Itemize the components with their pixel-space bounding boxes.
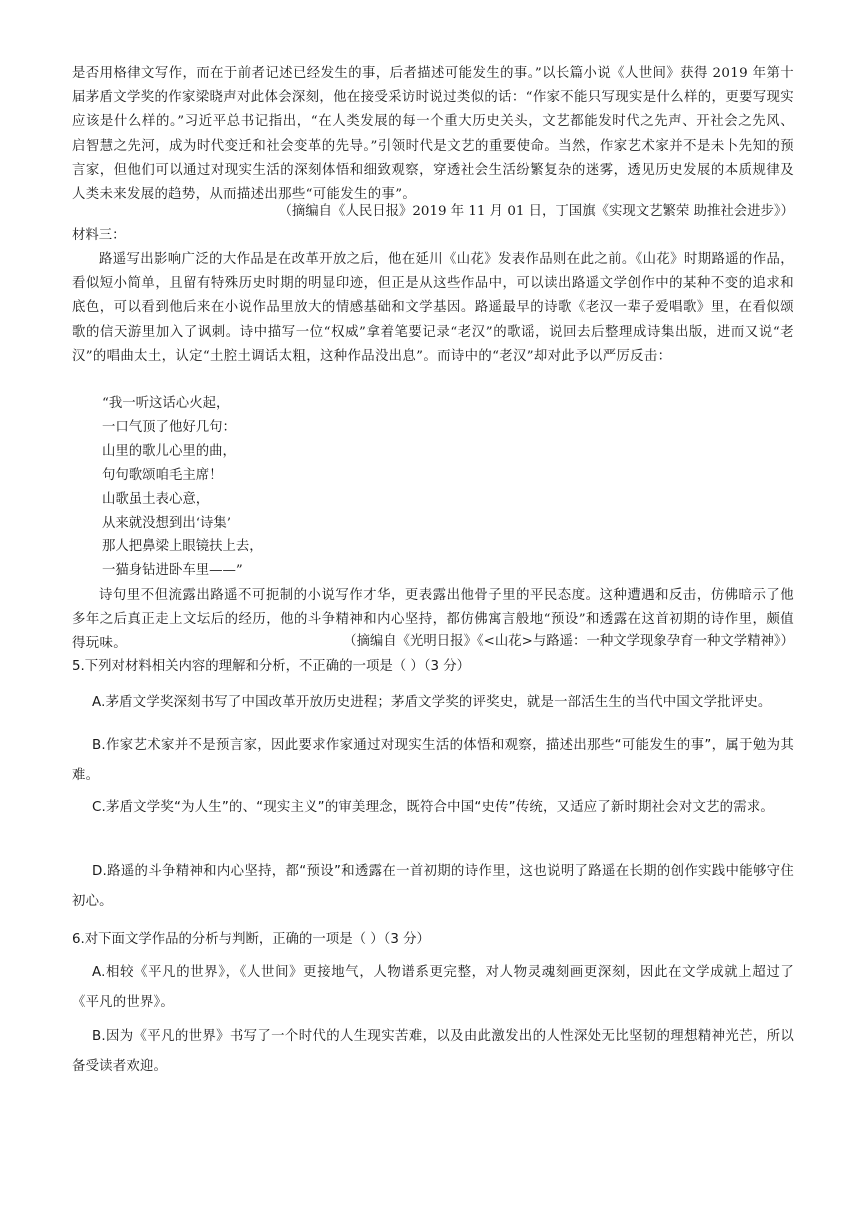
question-6-stem: 6.对下面文学作品的分析与判断，正确的一项是（ ）（3 分）: [72, 932, 430, 947]
poem-line: 一口气顶了他好几句：: [102, 419, 236, 435]
poem-line: 句句歌颂咱毛主席！: [102, 467, 223, 483]
question-6-option-a: A.相较《平凡的世界》，《人世间》更接地气，人物谱系更完整，对人物灵魂刻画更深刻，因此在文学成就上超过了《平凡的世界》。: [72, 965, 794, 1010]
material3-paragraph-1: 路遥写出影响广泛的大作品是在改革开放之后，他在延川《山花》发表作品则在此之前。《山花》时期路遥的作品，看似短小简单，且留有特殊历史时期的明显印迹，但正是从这些作品中，可以读出路遥文学创作中的某种不变的追求和底色，可以看到他后来在小说作品里放大的情感基础和文学基因。路遥最早的诗歌《老汉一辈子爱唱歌》里，在看似颂歌的信天游里加入了讽刺。诗中描写一位“权威”拿着笔要记录“老汉”的歌谣，说回去后整理成诗集出版，进而又说“老汉”的唱曲太土，认定“土腔土调话太粗，这种作品没出息”。而诗中的“老汉”却对此予以严厉反击：: [72, 252, 794, 364]
material3-source: （摘编自《光明日报》《<山花>与路遥：一种文学现象孕育一种文学精神》）: [343, 634, 794, 649]
material2-paragraph: 是否用格律文写作，而在于前者记述已经发生的事，后者描述可能发生的事。”以长篇小说《人世间》获得 2019 年第十届茅盾文学奖的作家梁晓声对此体会深刻，他在接受采访时说过类似的话：“作家不能只写现实是什么样的，更要写现实应该是什么样的。”习近平总书记指出，“在人类发展的每一个重大历史关头，文艺都能发时代之先声、开社会之先风、启智慧之先河，成为时代变迁和社会变革的先导。”引领时代是文艺的重要使命。当然，作家艺术家并不是未卜先知的预言家，但他们可以通过对现实生活的深刻体悟和细致观察，穿透社会生活纷繁复杂的迷雾，透见历史发展的本质规律及人类未来发展的趋势，从而描述出那些“可能发生的事”。: [72, 66, 794, 203]
question-5-stem: 5.下列对材料相关内容的理解和分析，不正确的一项是（ ）（3 分）: [72, 659, 471, 674]
question-5-option-c: C.茅盾文学奖“为人生”的、“现实主义”的审美理念，既符合中国“史传”传统，又适应了新时期社会对文艺的需求。: [92, 800, 774, 815]
question-6-option-b: B.因为《平凡的世界》书写了一个时代的人生现实苦难，以及由此激发出的人性深处无比坚韧的理想精神光芒，所以备受读者欢迎。: [72, 1029, 794, 1074]
question-5-option-a: A.茅盾文学奖深刻书写了中国改革开放历史进程；茅盾文学奖的评奖史，就是一部活生生的当代中国文学批评史。: [92, 695, 772, 710]
material3-label: 材料三：: [72, 228, 126, 243]
poem-line: 从来就没想到出‘诗集’: [102, 515, 232, 531]
poem-line: 一猫身钻进卧车里——”: [102, 563, 243, 579]
question-5-option-b: B.作家艺术家并不是预言家，因此要求作家通过对现实生活的体悟和观察，描述出那些“可能发生的事”，属于勉为其难。: [72, 738, 794, 783]
material3-paragraph-2: 诗句里不但流露出路遥不可扼制的小说写作才华，更表露出他骨子里的平民态度。这种遭遇和反击，仿佛暗示了他多年之后真正走上文坛后的经历，他的斗争精神和内心坚持，都仿佛寓言般地“预设”和透露在这首初期的诗作里，颇值得玩味。: [72, 588, 794, 652]
poem-line: 山歌虽土表心意，: [102, 491, 210, 507]
poem: [72, 392, 794, 583]
poem-line: “我一听这话心火起，: [102, 396, 230, 411]
poem-line: 山里的歌儿心里的曲，: [102, 443, 236, 459]
question-5-option-d: D.路遥的斗争精神和内心坚持，都“预设”和透露在一首初期的诗作里，这也说明了路遥在长期的创作实践中能够守住初心。: [72, 864, 794, 909]
poem-line: 那人把鼻梁上眼镜扶上去，: [102, 539, 263, 555]
material2-source: （摘编自《人民日报》2019 年 11 月 01 日，丁国旗《实现文艺繁荣 助推社会进步》）: [278, 204, 794, 219]
